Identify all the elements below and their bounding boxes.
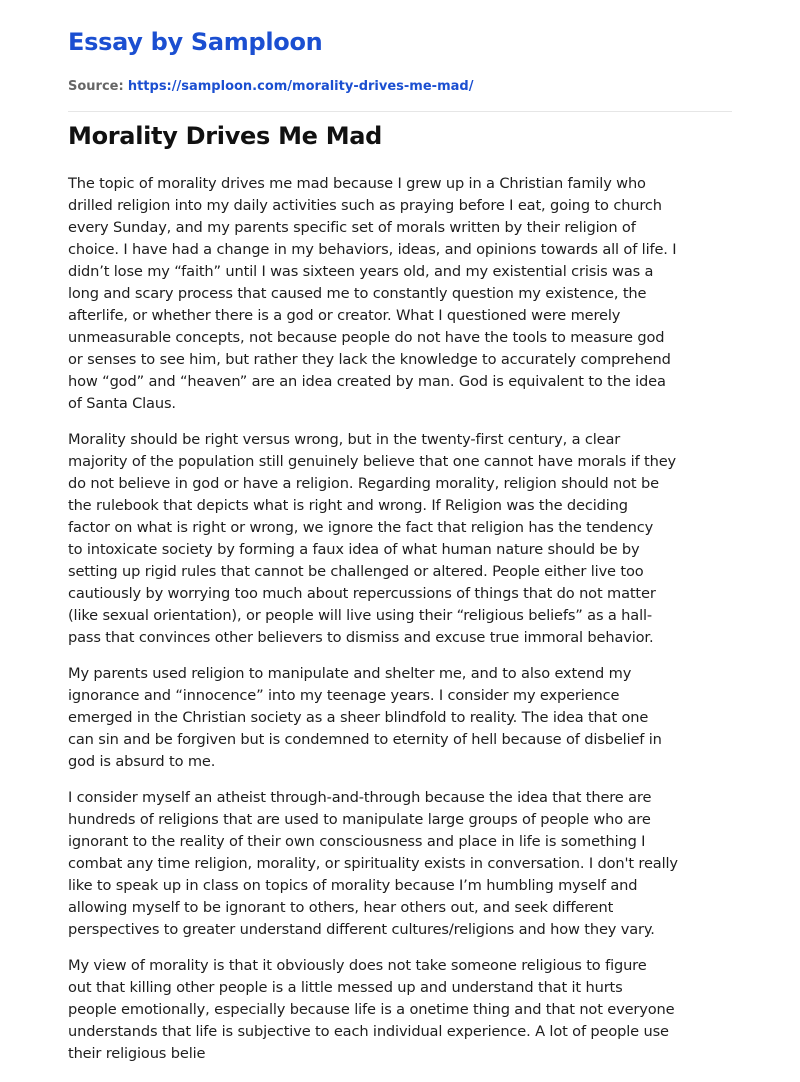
- paragraph-line: My parents used religion to manipulate and shelter me, and to also extend my: [68, 665, 632, 682]
- paragraph-line: cautiously by worrying too much about repercussions of things that do not matter: [68, 585, 656, 602]
- paragraph-line: The topic of morality drives me mad because I grew up in a Christian family who: [68, 175, 646, 192]
- source-link[interactable]: https://samploon.com/morality-drives-me-mad/: [127, 79, 474, 94]
- source-label: Source:: [68, 79, 124, 94]
- paragraph-line: how “god” and “heaven” are an idea created by man. God is equivalent to the idea: [68, 373, 666, 390]
- paragraph-line: the rulebook that depicts what is right and wrong. If Religion was the deciding: [68, 497, 628, 514]
- paragraph-line: choice. I have had a change in my behaviors, ideas, and opinions towards all of life. I: [68, 241, 677, 258]
- paragraph-line: every Sunday, and my parents specific set of morals written by their religion of: [68, 219, 636, 236]
- paragraph-line: factor on what is right or wrong, we ignore the fact that religion has the tendency: [68, 519, 654, 536]
- paragraph-line: out that killing other people is a little messed up and understand that it hurts: [68, 979, 623, 996]
- paragraph-line: long and scary process that caused me to constantly question my existence, the: [68, 285, 647, 302]
- paragraph: [68, 787, 738, 941]
- paragraph-line: majority of the population still genuinely believe that one cannot have morals if they: [68, 453, 677, 470]
- paragraph-line: (like sexual orientation), or people will live using their “religious beliefs” as a hall-: [68, 607, 653, 624]
- source-line: [68, 79, 473, 94]
- paragraph-line: allowing myself to be ignorant to others, hear others out, and seek different: [68, 899, 614, 916]
- page-title: Morality Drives Me Mad: [68, 122, 383, 150]
- paragraph: [68, 955, 738, 1065]
- paragraph-line: people emotionally, especially because life is a onetime thing and that not everyone: [68, 1001, 675, 1018]
- paragraph-line: My view of morality is that it obviously does not take someone religious to figure: [68, 957, 647, 974]
- paragraph-line: unmeasurable concepts, not because people do not have the tools to measure god: [68, 329, 665, 346]
- paragraph-line: didn’t lose my “faith” until I was sixteen years old, and my existential crisis was a: [68, 263, 654, 280]
- paragraph-line: or senses to see him, but rather they lack the knowledge to accurately comprehend: [68, 351, 671, 368]
- paragraph-line: combat any time religion, morality, or spirituality exists in conversation. I don't really: [68, 855, 678, 872]
- paragraph-line: do not believe in god or have a religion. Regarding morality, religion should not be: [68, 475, 659, 492]
- paragraph-line: Morality should be right versus wrong, but in the twenty-first century, a clear: [68, 431, 621, 448]
- paragraph-line: drilled religion into my daily activities such as praying before I eat, going to church: [68, 197, 662, 214]
- paragraph-line: I consider myself an atheist through-and-through because the idea that there are: [68, 789, 652, 806]
- paragraph-line: emerged in the Christian society as a sheer blindfold to reality. The idea that one: [68, 709, 649, 726]
- paragraph-line: pass that convinces other believers to dismiss and excuse true immoral behavior.: [68, 629, 654, 646]
- paragraph-line: hundreds of religions that are used to manipulate large groups of people who are: [68, 811, 651, 828]
- divider: [68, 111, 732, 112]
- brand-title: Essay by Samploon: [68, 28, 323, 56]
- paragraph-line: setting up rigid rules that cannot be challenged or altered. People either live too: [68, 563, 644, 580]
- article-body: [68, 173, 738, 1079]
- paragraph-line: ignorance and “innocence” into my teenage years. I consider my experience: [68, 687, 620, 704]
- paragraph-line: god is absurd to me.: [68, 753, 216, 770]
- paragraph-line: to intoxicate society by forming a faux idea of what human nature should be by: [68, 541, 640, 558]
- paragraph-line: of Santa Claus.: [68, 395, 176, 412]
- paragraph: [68, 429, 738, 649]
- paragraph-line: ignorant to the reality of their own consciousness and place in life is something I: [68, 833, 646, 850]
- paragraph-line: can sin and be forgiven but is condemned to eternity of hell because of disbelief in: [68, 731, 662, 748]
- paragraph-line: understands that life is subjective to each individual experience. A lot of people use: [68, 1023, 669, 1040]
- paragraph-line: their religious belie: [68, 1045, 206, 1062]
- paragraph-line: like to speak up in class on topics of morality because I’m humbling myself and: [68, 877, 638, 894]
- paragraph-line: afterlife, or whether there is a god or creator. What I questioned were merely: [68, 307, 621, 324]
- paragraph: [68, 173, 738, 415]
- paragraph-line: perspectives to greater understand different cultures/religions and how they vary.: [68, 921, 655, 938]
- paragraph: [68, 663, 738, 773]
